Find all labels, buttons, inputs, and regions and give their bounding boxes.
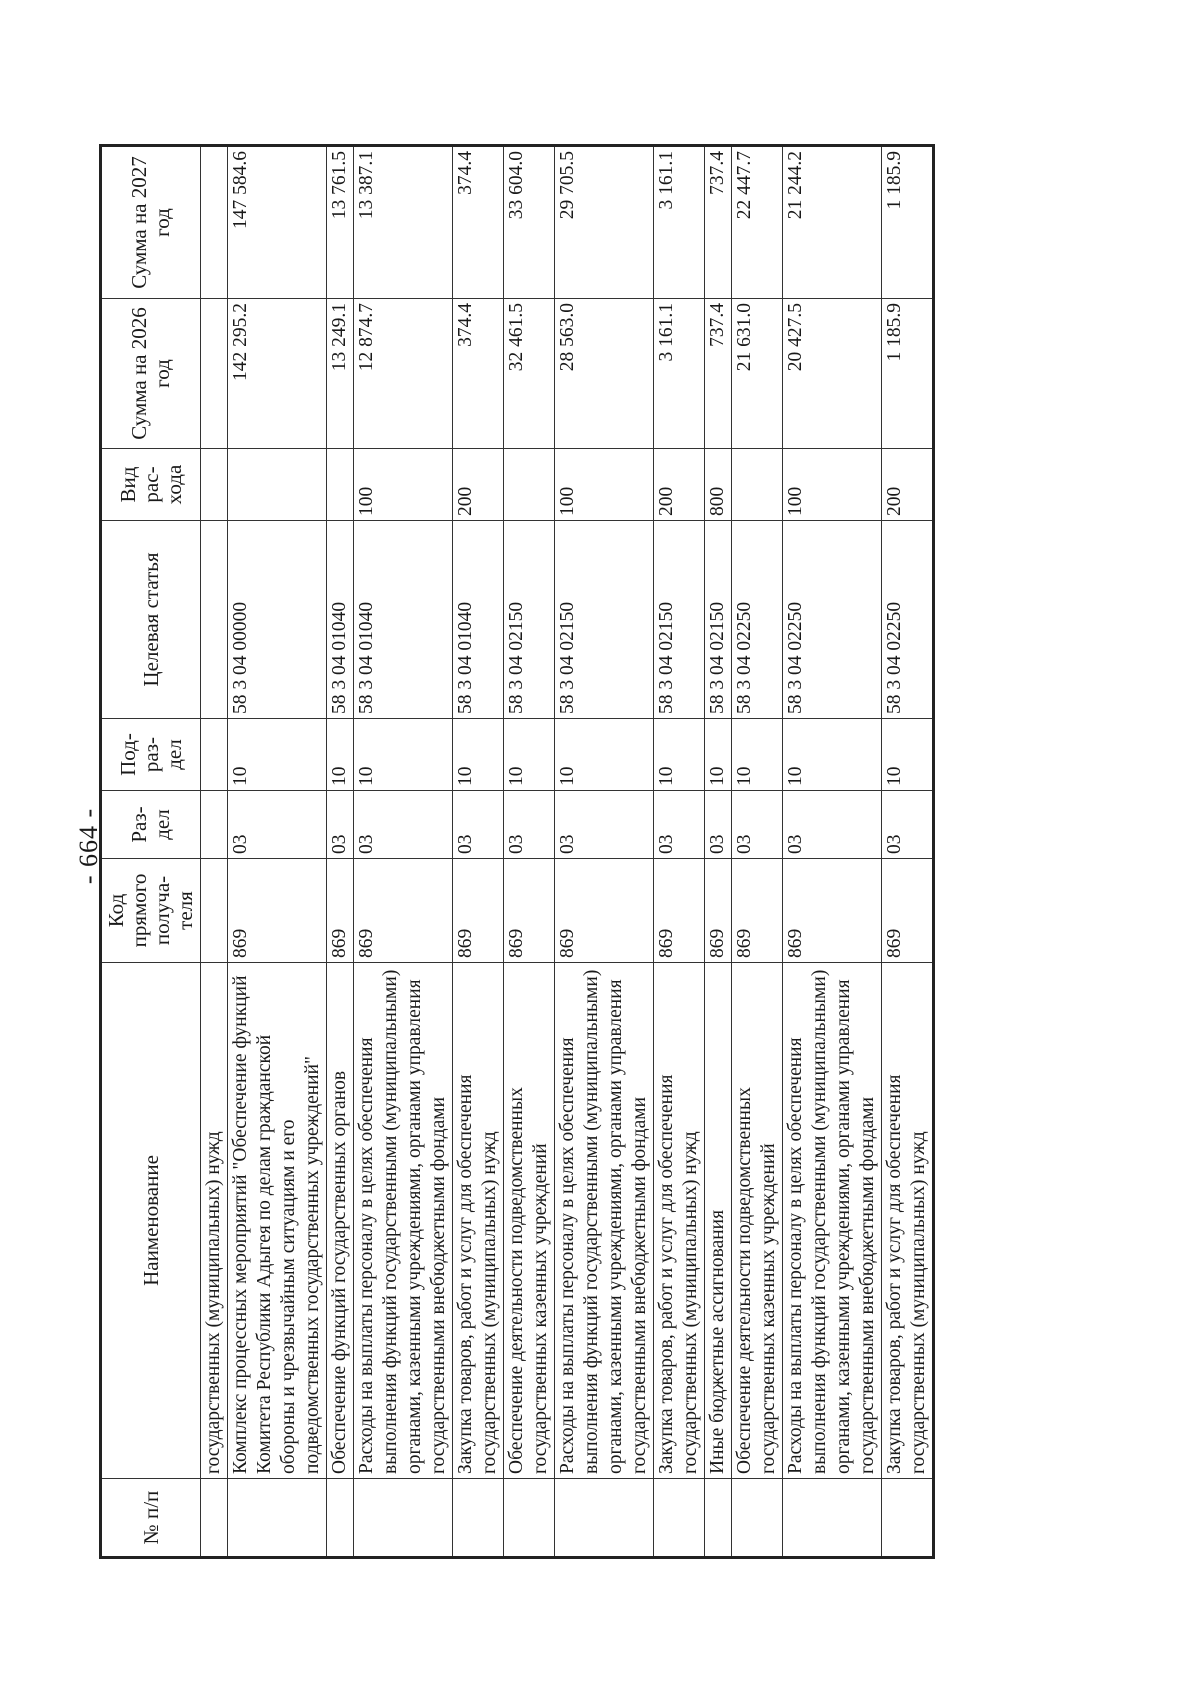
row-name-cell: Обеспечение деятельности подведомственных государственных казенных учреждений xyxy=(732,963,783,1479)
row-target-article-cell: 58 3 04 02150 xyxy=(654,521,705,719)
row-name-cell: Расходы на выплаты персоналу в целях обеспечения выполнения функций государственными (муниципальными) органами, казенными учреждениями, органами управления государственными внебюджетными фондами xyxy=(783,963,882,1479)
row-sum-2027-cell: 737.4 xyxy=(705,146,732,299)
row-sum-2027-cell: 3 161.1 xyxy=(654,146,705,299)
row-subsection-cell: 10 xyxy=(732,719,783,791)
row-sum-2026-cell: 374.4 xyxy=(453,299,504,449)
row-subsection-cell: 10 xyxy=(654,719,705,791)
row-num-cell xyxy=(654,1479,705,1558)
row-sum-2026-cell: 3 161.1 xyxy=(654,299,705,449)
row-sum-2026-cell: 12 874.7 xyxy=(354,299,453,449)
row-subsection-cell: 10 xyxy=(504,719,555,791)
row-expense-type-cell: 200 xyxy=(882,449,934,521)
row-sum-2026-cell: 21 631.0 xyxy=(732,299,783,449)
row-section-cell: 03 xyxy=(354,791,453,859)
row-name-cell: Расходы на выплаты персоналу в целях обеспечения выполнения функций государственными (муниципальными) органами, казенными учреждениями, органами управления государственными внебюджетными фондами xyxy=(555,963,654,1479)
row-section-cell: 03 xyxy=(555,791,654,859)
page-number: - 664 - xyxy=(74,807,103,885)
row-expense-type-cell: 100 xyxy=(555,449,654,521)
row-num-cell xyxy=(201,1479,228,1558)
row-sum-2027-cell: 22 447.7 xyxy=(732,146,783,299)
row-sum-2027-cell: 1 185.9 xyxy=(882,146,934,299)
row-num-cell xyxy=(783,1479,882,1558)
row-target-article-cell: 58 3 04 02250 xyxy=(882,521,934,719)
row-num-cell xyxy=(327,1479,354,1558)
row-sum-2027-cell: 29 705.5 xyxy=(555,146,654,299)
row-recipient-code-cell: 869 xyxy=(327,859,354,963)
table-header-row xyxy=(101,146,201,1558)
row-section-cell: 03 xyxy=(453,791,504,859)
row-section-cell xyxy=(201,791,228,859)
row-target-article-cell: 58 3 04 01040 xyxy=(327,521,354,719)
row-sum-2027-cell: 13 761.5 xyxy=(327,146,354,299)
row-name-cell: Расходы на выплаты персоналу в целях обеспечения выполнения функций государственными (муниципальными) органами, казенными учреждениями, органами управления государственными внебюджетными фондами xyxy=(354,963,453,1479)
row-sum-2026-cell: 142 295.2 xyxy=(228,299,327,449)
row-target-article-cell: 58 3 04 02150 xyxy=(705,521,732,719)
row-section-cell: 03 xyxy=(327,791,354,859)
header-section: Раз-дел xyxy=(101,791,201,859)
row-expense-type-cell: 200 xyxy=(654,449,705,521)
table-row xyxy=(354,146,453,1558)
table-row xyxy=(453,146,504,1558)
row-recipient-code-cell: 869 xyxy=(783,859,882,963)
row-recipient-code-cell: 869 xyxy=(228,859,327,963)
row-expense-type-cell: 100 xyxy=(783,449,882,521)
table-row xyxy=(654,146,705,1558)
row-subsection-cell: 10 xyxy=(882,719,934,791)
row-name-cell: государственных (муниципальных) нужд xyxy=(201,963,228,1479)
row-name-cell: Обеспечение функций государственных органов xyxy=(327,963,354,1479)
row-target-article-cell: 58 3 04 01040 xyxy=(453,521,504,719)
table-row xyxy=(504,146,555,1558)
budget-table xyxy=(99,144,935,1559)
row-subsection-cell xyxy=(201,719,228,791)
row-section-cell: 03 xyxy=(504,791,555,859)
row-expense-type-cell xyxy=(327,449,354,521)
row-target-article-cell: 58 3 04 02250 xyxy=(783,521,882,719)
row-sum-2026-cell xyxy=(201,299,228,449)
row-target-article-cell: 58 3 04 00000 xyxy=(228,521,327,719)
row-sum-2026-cell: 1 185.9 xyxy=(882,299,934,449)
table-row xyxy=(327,146,354,1558)
row-num-cell xyxy=(705,1479,732,1558)
row-target-article-cell xyxy=(201,521,228,719)
header-target-article: Целевая статья xyxy=(101,521,201,719)
row-subsection-cell: 10 xyxy=(228,719,327,791)
row-num-cell xyxy=(354,1479,453,1558)
row-target-article-cell: 58 3 04 02150 xyxy=(555,521,654,719)
row-section-cell: 03 xyxy=(882,791,934,859)
row-name-cell: Комплекс процессных мероприятий "Обеспечение функций Комитета Республики Адыгея по делам гражданской обороны и чрезвычайным ситуациям и его подведомственных государственных учреждений" xyxy=(228,963,327,1479)
row-expense-type-cell xyxy=(201,449,228,521)
row-subsection-cell: 10 xyxy=(453,719,504,791)
row-subsection-cell: 10 xyxy=(354,719,453,791)
table-row xyxy=(228,146,327,1558)
row-section-cell: 03 xyxy=(654,791,705,859)
row-recipient-code-cell: 869 xyxy=(732,859,783,963)
row-name-cell: Закупка товаров, работ и услуг для обеспечения государственных (муниципальных) нужд xyxy=(654,963,705,1479)
row-name-cell: Иные бюджетные ассигнования xyxy=(705,963,732,1479)
row-recipient-code-cell: 869 xyxy=(705,859,732,963)
row-name-cell: Обеспечение деятельности подведомственных государственных казенных учреждений xyxy=(504,963,555,1479)
row-target-article-cell: 58 3 04 02250 xyxy=(732,521,783,719)
row-num-cell xyxy=(504,1479,555,1558)
row-name-cell: Закупка товаров, работ и услуг для обеспечения государственных (муниципальных) нужд xyxy=(453,963,504,1479)
row-recipient-code-cell: 869 xyxy=(354,859,453,963)
row-num-cell xyxy=(732,1479,783,1558)
table-row xyxy=(201,146,228,1558)
row-recipient-code-cell: 869 xyxy=(882,859,934,963)
row-sum-2027-cell: 21 244.2 xyxy=(783,146,882,299)
header-expense-type: Вид рас-хода xyxy=(101,449,201,521)
row-num-cell xyxy=(228,1479,327,1558)
table-row xyxy=(783,146,882,1558)
row-section-cell: 03 xyxy=(783,791,882,859)
table-body xyxy=(201,146,934,1558)
row-num-cell xyxy=(555,1479,654,1558)
row-sum-2026-cell: 28 563.0 xyxy=(555,299,654,449)
table-row xyxy=(882,146,934,1558)
row-sum-2027-cell xyxy=(201,146,228,299)
row-expense-type-cell: 100 xyxy=(354,449,453,521)
row-sum-2026-cell: 20 427.5 xyxy=(783,299,882,449)
row-num-cell xyxy=(882,1479,934,1558)
row-sum-2027-cell: 147 584.6 xyxy=(228,146,327,299)
row-expense-type-cell xyxy=(228,449,327,521)
row-recipient-code-cell: 869 xyxy=(555,859,654,963)
row-recipient-code-cell: 869 xyxy=(504,859,555,963)
header-num: № п/п xyxy=(101,1479,201,1558)
row-num-cell xyxy=(453,1479,504,1558)
row-expense-type-cell xyxy=(504,449,555,521)
table-row xyxy=(555,146,654,1558)
row-sum-2027-cell: 33 604.0 xyxy=(504,146,555,299)
row-sum-2027-cell: 374.4 xyxy=(453,146,504,299)
row-sum-2026-cell: 737.4 xyxy=(705,299,732,449)
row-recipient-code-cell: 869 xyxy=(453,859,504,963)
table-row xyxy=(732,146,783,1558)
row-name-cell: Закупка товаров, работ и услуг для обеспечения государственных (муниципальных) нужд xyxy=(882,963,934,1479)
row-expense-type-cell xyxy=(732,449,783,521)
header-sum-2026: Сумма на 2026 год xyxy=(101,299,201,449)
header-sum-2027: Сумма на 2027 год xyxy=(101,146,201,299)
row-section-cell: 03 xyxy=(705,791,732,859)
row-recipient-code-cell xyxy=(201,859,228,963)
header-name: Наименование xyxy=(101,963,201,1479)
header-recipient-code: Код прямого получа-теля xyxy=(101,859,201,963)
row-target-article-cell: 58 3 04 01040 xyxy=(354,521,453,719)
row-subsection-cell: 10 xyxy=(783,719,882,791)
row-subsection-cell: 10 xyxy=(705,719,732,791)
row-subsection-cell: 10 xyxy=(327,719,354,791)
row-subsection-cell: 10 xyxy=(555,719,654,791)
row-section-cell: 03 xyxy=(228,791,327,859)
row-sum-2027-cell: 13 387.1 xyxy=(354,146,453,299)
row-section-cell: 03 xyxy=(732,791,783,859)
row-target-article-cell: 58 3 04 02150 xyxy=(504,521,555,719)
header-subsection: Под-раз-дел xyxy=(101,719,201,791)
row-sum-2026-cell: 32 461.5 xyxy=(504,299,555,449)
row-expense-type-cell: 200 xyxy=(453,449,504,521)
row-recipient-code-cell: 869 xyxy=(654,859,705,963)
row-expense-type-cell: 800 xyxy=(705,449,732,521)
row-sum-2026-cell: 13 249.1 xyxy=(327,299,354,449)
table-row xyxy=(705,146,732,1558)
